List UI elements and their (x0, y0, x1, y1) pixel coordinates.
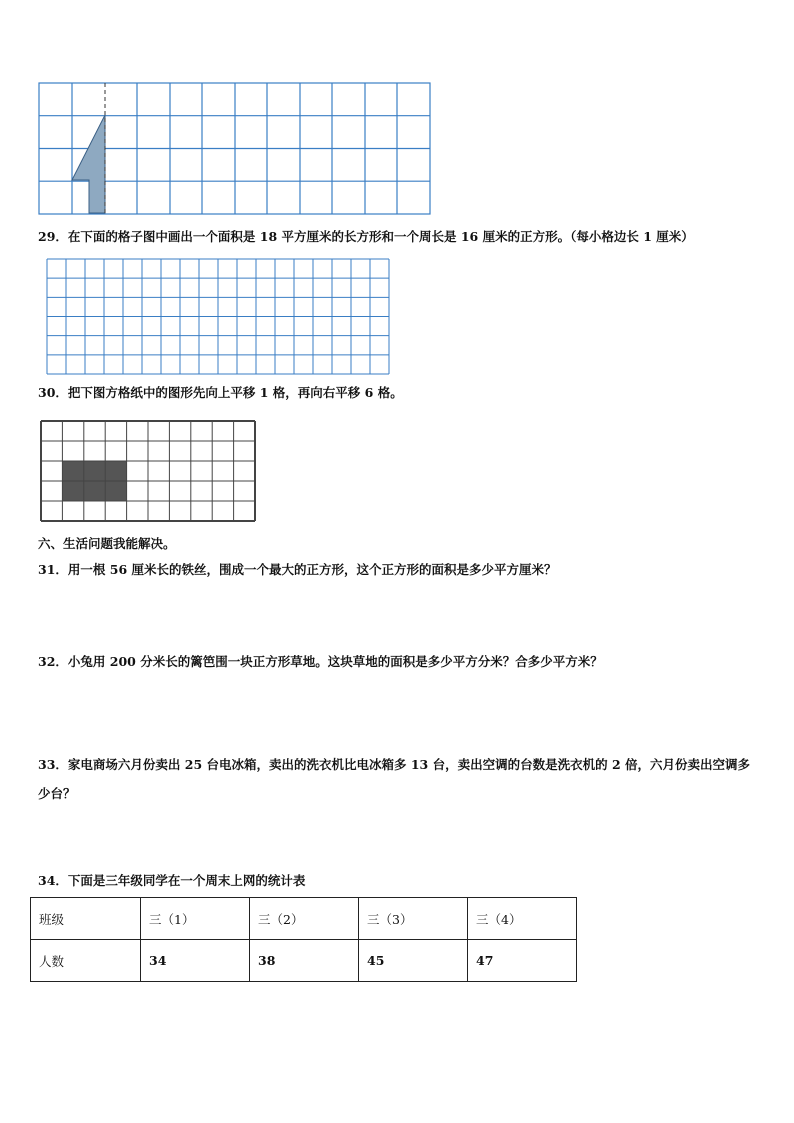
question-30: 30．把下图方格纸中的图形先向上平移 1 格，再向右平移 6 格。 (38, 385, 403, 400)
table-cell: 三（3） (359, 898, 468, 940)
symmetry-grid-figure (38, 82, 432, 216)
table-cell: 45 (359, 940, 468, 982)
table-cell: 三（4） (468, 898, 577, 940)
question-29: 29．在下面的格子图中画出一个面积是 18 平方厘米的长方形和一个周长是 16 厘米的正方形。（每小格边长 1 厘米） (38, 229, 694, 244)
question-31: 31．用一根 56 厘米长的铁丝，围成一个最大的正方形，这个正方形的面积是多少平方厘米？ (38, 562, 557, 577)
table-cell: 47 (468, 940, 577, 982)
table-cell: 38 (250, 940, 359, 982)
section-6-heading: 六、生活问题我能解决。 (38, 536, 176, 551)
drawing-grid (46, 258, 390, 375)
table-cell: 人数 (31, 940, 141, 982)
half-shape (72, 115, 105, 213)
internet-statistics-table (30, 897, 577, 982)
table-row (31, 940, 577, 982)
translation-grid (39, 419, 257, 523)
table-cell: 34 (141, 940, 250, 982)
table-cell: 三（1） (141, 898, 250, 940)
question-33: 33．家电商场六月份卖出 25 台电冰箱，卖出的洗衣机比电冰箱多 13 台，卖出空调的台数是洗衣机的 2 倍，六月份卖出空调多少台？ (38, 757, 750, 801)
table-cell: 班级 (31, 898, 141, 940)
table-cell: 三（2） (250, 898, 359, 940)
question-32: 32．小兔用 200 分米长的篱笆围一块正方形草地。这块草地的面积是多少平方分米？合多少平方米？ (38, 654, 603, 669)
table-row (31, 898, 577, 940)
question-34: 34．下面是三年级同学在一个周末上网的统计表 (38, 873, 306, 888)
